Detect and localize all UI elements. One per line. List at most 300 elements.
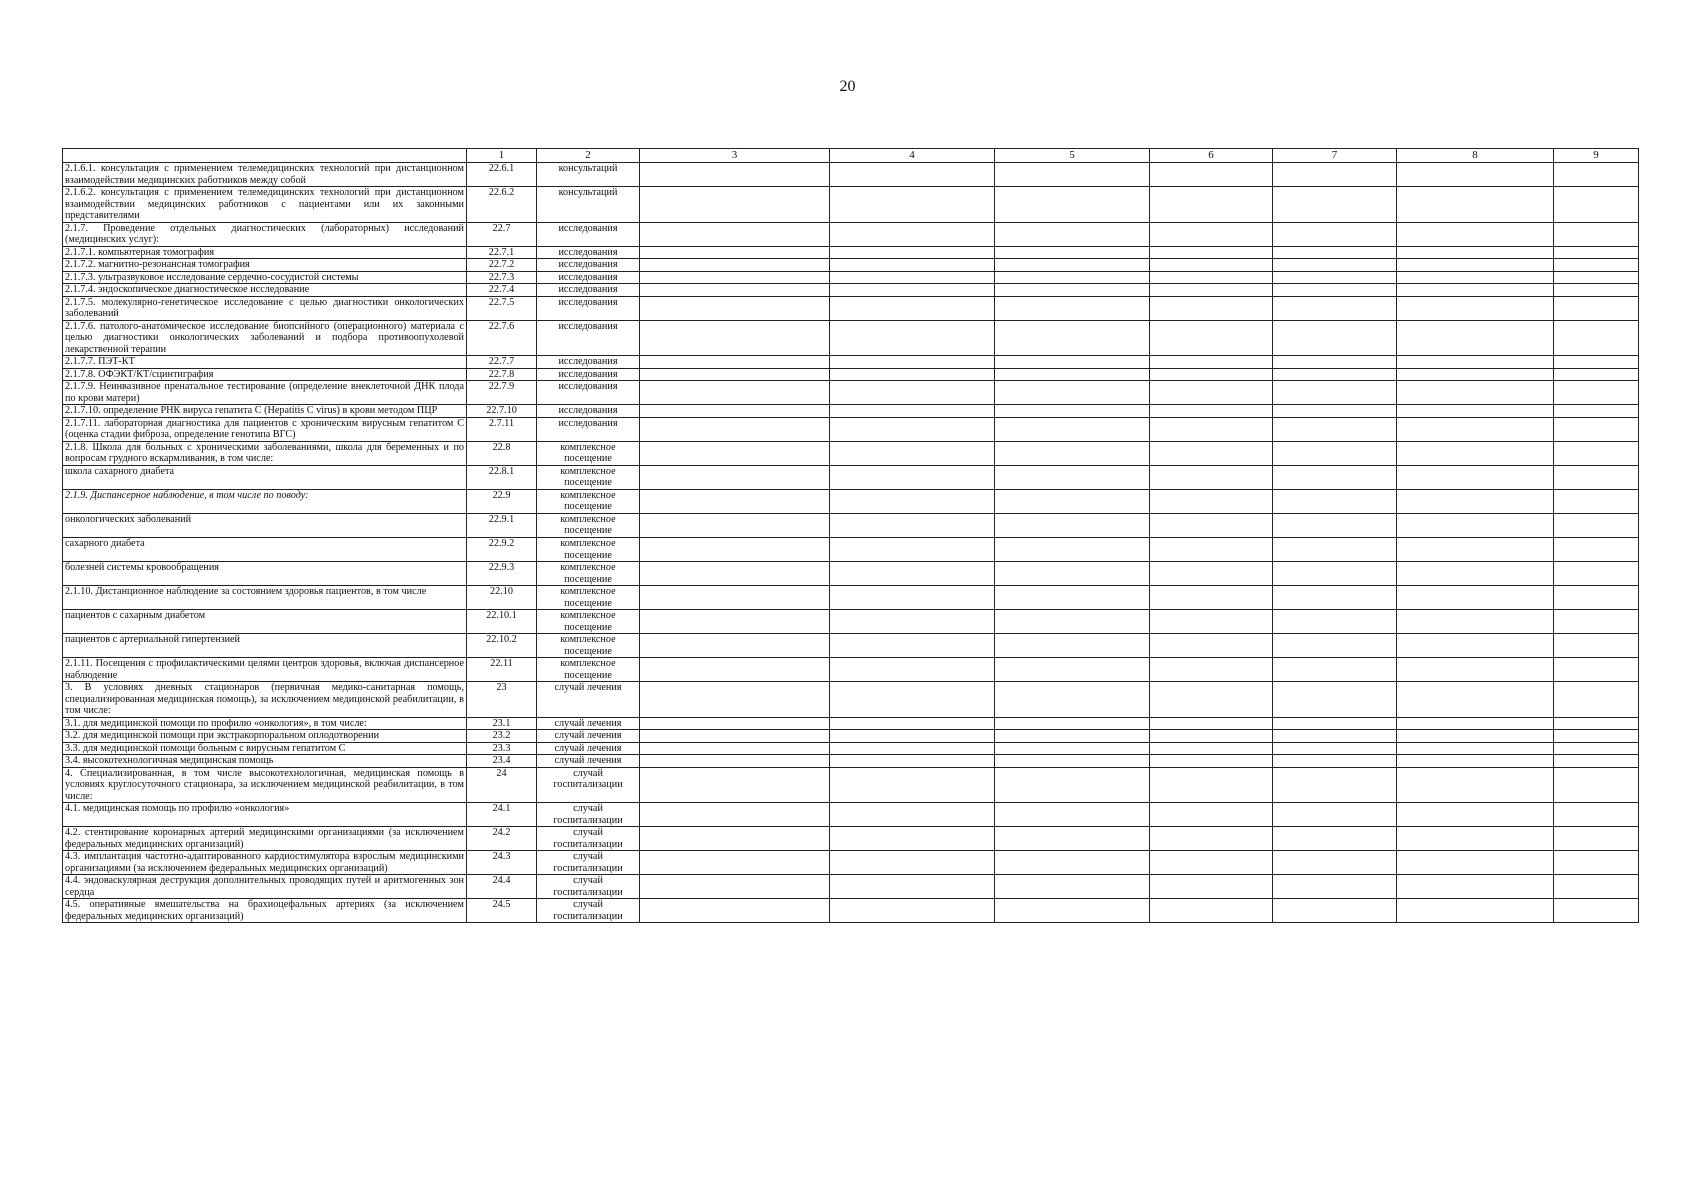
unit-cell: комплексное посещение (537, 441, 640, 465)
empty-cell (1554, 537, 1639, 561)
empty-cell (830, 441, 995, 465)
empty-cell (995, 441, 1150, 465)
empty-cell (1397, 717, 1554, 730)
indicator-name-cell: пациентов с артериальной гипертензией (63, 634, 467, 658)
indicator-name-cell: 3.2. для медицинской помощи при экстракорпоральном оплодотворении (63, 730, 467, 743)
header-cell: 5 (995, 149, 1150, 163)
row-number-cell: 22.7.2 (467, 259, 537, 272)
empty-cell (1554, 222, 1639, 246)
empty-cell (995, 320, 1150, 356)
empty-cell (640, 163, 830, 187)
empty-cell (1150, 163, 1273, 187)
header-cell (63, 149, 467, 163)
indicator-name-cell: 2.1.7.8. ОФЭКТ/КТ/сцинтиграфия (63, 368, 467, 381)
empty-cell (640, 259, 830, 272)
unit-cell: комплексное посещение (537, 610, 640, 634)
unit-cell: исследования (537, 271, 640, 284)
empty-cell (830, 259, 995, 272)
empty-cell (1150, 417, 1273, 441)
empty-cell (1273, 767, 1397, 803)
empty-cell (830, 755, 995, 768)
empty-cell (1150, 634, 1273, 658)
empty-cell (640, 562, 830, 586)
indicator-name-cell: 2.1.7.7. ПЭТ-КТ (63, 356, 467, 369)
empty-cell (640, 465, 830, 489)
empty-cell (640, 222, 830, 246)
unit-cell: случай госпитализации (537, 851, 640, 875)
empty-cell (1554, 899, 1639, 923)
empty-cell (995, 222, 1150, 246)
empty-cell (1273, 634, 1397, 658)
indicator-name-cell: школа сахарного диабета (63, 465, 467, 489)
empty-cell (1273, 405, 1397, 418)
empty-cell (1397, 163, 1554, 187)
empty-cell (1554, 717, 1639, 730)
empty-cell (1273, 271, 1397, 284)
empty-cell (830, 827, 995, 851)
empty-cell (1397, 586, 1554, 610)
empty-cell (995, 875, 1150, 899)
empty-cell (640, 717, 830, 730)
unit-cell: консультаций (537, 163, 640, 187)
empty-cell (995, 537, 1150, 561)
header-cell: 6 (1150, 149, 1273, 163)
empty-cell (640, 610, 830, 634)
indicator-name-cell: 2.1.7.11. лабораторная диагностика для пациентов с хроническим вирусным гепатитом С (оценка стадии фиброза, определение генотипа ВГС) (63, 417, 467, 441)
row-number-cell: 23.1 (467, 717, 537, 730)
row-number-cell: 24.2 (467, 827, 537, 851)
empty-cell (1150, 875, 1273, 899)
empty-cell (1150, 441, 1273, 465)
unit-cell: исследования (537, 320, 640, 356)
indicator-name-cell: 2.1.11. Посещения с профилактическими целями центров здоровья, включая диспансерное наблюдение (63, 658, 467, 682)
empty-cell (1273, 803, 1397, 827)
empty-cell (1273, 610, 1397, 634)
row-number-cell: 22.9.3 (467, 562, 537, 586)
empty-cell (640, 284, 830, 297)
empty-cell (1273, 259, 1397, 272)
empty-cell (1397, 562, 1554, 586)
table-row (63, 767, 1639, 803)
empty-cell (1554, 586, 1639, 610)
table-row (63, 368, 1639, 381)
empty-cell (995, 610, 1150, 634)
indicator-name-cell: болезней системы кровообращения (63, 562, 467, 586)
empty-cell (1150, 368, 1273, 381)
empty-cell (830, 717, 995, 730)
empty-cell (1554, 284, 1639, 297)
empty-cell (1150, 284, 1273, 297)
empty-cell (830, 222, 995, 246)
empty-cell (640, 537, 830, 561)
unit-cell: случай госпитализации (537, 803, 640, 827)
empty-cell (1273, 246, 1397, 259)
table-row (63, 851, 1639, 875)
empty-cell (1554, 187, 1639, 223)
empty-cell (995, 259, 1150, 272)
empty-cell (1397, 368, 1554, 381)
empty-cell (640, 381, 830, 405)
empty-cell (995, 634, 1150, 658)
empty-cell (640, 658, 830, 682)
table-row (63, 827, 1639, 851)
empty-cell (1397, 851, 1554, 875)
empty-cell (1273, 717, 1397, 730)
empty-cell (1397, 441, 1554, 465)
empty-cell (640, 187, 830, 223)
unit-cell: комплексное посещение (537, 562, 640, 586)
empty-cell (830, 730, 995, 743)
empty-cell (640, 441, 830, 465)
table-row (63, 246, 1639, 259)
empty-cell (640, 827, 830, 851)
empty-cell (1150, 851, 1273, 875)
table-row (63, 755, 1639, 768)
row-number-cell: 23.4 (467, 755, 537, 768)
unit-cell: комплексное посещение (537, 465, 640, 489)
table-row (63, 682, 1639, 718)
empty-cell (1150, 682, 1273, 718)
table-row (63, 271, 1639, 284)
empty-cell (1273, 742, 1397, 755)
indicator-name-cell: 4.2. стентирование коронарных артерий медицинскими организациями (за исключением федеральных медицинских организаций) (63, 827, 467, 851)
empty-cell (1273, 899, 1397, 923)
empty-cell (830, 284, 995, 297)
unit-cell: комплексное посещение (537, 658, 640, 682)
indicator-name-cell: 4. Специализированная, в том числе высокотехнологичная, медицинская помощь в условиях круглосуточного стационара, за исключением медицинской реабилитации, в том числе: (63, 767, 467, 803)
table-row (63, 465, 1639, 489)
table-row (63, 634, 1639, 658)
empty-cell (1150, 259, 1273, 272)
table-row (63, 259, 1639, 272)
empty-cell (1273, 537, 1397, 561)
empty-cell (1397, 742, 1554, 755)
empty-cell (640, 767, 830, 803)
empty-cell (1273, 513, 1397, 537)
empty-cell (995, 381, 1150, 405)
empty-cell (1150, 405, 1273, 418)
empty-cell (1273, 381, 1397, 405)
empty-cell (1397, 405, 1554, 418)
unit-cell: случай лечения (537, 682, 640, 718)
empty-cell (1397, 417, 1554, 441)
empty-cell (830, 356, 995, 369)
row-number-cell: 22.7.4 (467, 284, 537, 297)
empty-cell (1150, 320, 1273, 356)
row-number-cell: 2.7.11 (467, 417, 537, 441)
empty-cell (1397, 284, 1554, 297)
unit-cell: комплексное посещение (537, 489, 640, 513)
empty-cell (830, 562, 995, 586)
empty-cell (640, 899, 830, 923)
empty-cell (1397, 755, 1554, 768)
indicator-name-cell: 4.1. медицинская помощь по профилю «онкология» (63, 803, 467, 827)
empty-cell (995, 755, 1150, 768)
empty-cell (640, 246, 830, 259)
row-number-cell: 22.6.1 (467, 163, 537, 187)
empty-cell (830, 658, 995, 682)
empty-cell (1554, 405, 1639, 418)
indicator-name-cell: 3.4. высокотехнологичная медицинская помощь (63, 755, 467, 768)
empty-cell (995, 742, 1150, 755)
unit-cell: исследования (537, 259, 640, 272)
empty-cell (640, 851, 830, 875)
empty-cell (1397, 271, 1554, 284)
empty-cell (1150, 356, 1273, 369)
empty-cell (1273, 465, 1397, 489)
row-number-cell: 22.11 (467, 658, 537, 682)
empty-cell (1150, 717, 1273, 730)
empty-cell (830, 767, 995, 803)
empty-cell (1554, 465, 1639, 489)
empty-cell (1273, 730, 1397, 743)
table-row (63, 875, 1639, 899)
empty-cell (995, 586, 1150, 610)
empty-cell (830, 742, 995, 755)
indicator-name-cell: 2.1.7.10. определение РНК вируса гепатита С (Hepatitis C virus) в крови методом ПЦР (63, 405, 467, 418)
empty-cell (1554, 610, 1639, 634)
empty-cell (1397, 767, 1554, 803)
indicator-name-cell: 2.1.10. Дистанционное наблюдение за состоянием здоровья пациентов, в том числе (63, 586, 467, 610)
empty-cell (1554, 368, 1639, 381)
indicator-name-cell: сахарного диабета (63, 537, 467, 561)
empty-cell (995, 658, 1150, 682)
empty-cell (995, 682, 1150, 718)
indicator-name-cell: 2.1.7.3. ультразвуковое исследование сердечно-сосудистой системы (63, 271, 467, 284)
empty-cell (830, 610, 995, 634)
header-cell: 7 (1273, 149, 1397, 163)
unit-cell: исследования (537, 222, 640, 246)
empty-cell (640, 586, 830, 610)
table-row (63, 610, 1639, 634)
empty-cell (995, 562, 1150, 586)
empty-cell (1397, 187, 1554, 223)
empty-cell (1150, 730, 1273, 743)
empty-cell (830, 163, 995, 187)
table-row (63, 381, 1639, 405)
empty-cell (1150, 899, 1273, 923)
empty-cell (1554, 875, 1639, 899)
table-row (63, 222, 1639, 246)
empty-cell (1554, 730, 1639, 743)
empty-cell (830, 465, 995, 489)
row-number-cell: 24.5 (467, 899, 537, 923)
unit-cell: исследования (537, 368, 640, 381)
empty-cell (1273, 489, 1397, 513)
table-row (63, 187, 1639, 223)
row-number-cell: 22.8 (467, 441, 537, 465)
unit-cell: комплексное посещение (537, 586, 640, 610)
empty-cell (640, 875, 830, 899)
unit-cell: случай госпитализации (537, 827, 640, 851)
table-row (63, 730, 1639, 743)
empty-cell (1273, 562, 1397, 586)
row-number-cell: 23.2 (467, 730, 537, 743)
empty-cell (995, 513, 1150, 537)
empty-cell (640, 296, 830, 320)
unit-cell: случай лечения (537, 717, 640, 730)
empty-cell (830, 368, 995, 381)
empty-cell (830, 875, 995, 899)
row-number-cell: 24 (467, 767, 537, 803)
empty-cell (1273, 851, 1397, 875)
row-number-cell: 22.7.1 (467, 246, 537, 259)
empty-cell (1273, 417, 1397, 441)
empty-cell (1554, 296, 1639, 320)
indicator-name-cell: пациентов с сахарным диабетом (63, 610, 467, 634)
empty-cell (1397, 489, 1554, 513)
empty-cell (830, 513, 995, 537)
indicator-name-cell: 4.3. имплантация частотно-адаптированного кардиостимулятора взрослым медицинскими организациями (за исключением федеральных медицинских организаций) (63, 851, 467, 875)
empty-cell (1150, 767, 1273, 803)
empty-cell (640, 755, 830, 768)
empty-cell (1150, 610, 1273, 634)
empty-cell (1273, 296, 1397, 320)
indicator-name-cell: 2.1.7.2. магнитно-резонансная томография (63, 259, 467, 272)
table-row (63, 441, 1639, 465)
table-row (63, 405, 1639, 418)
indicator-name-cell: 2.1.7.1. компьютерная томография (63, 246, 467, 259)
header-cell: 4 (830, 149, 995, 163)
empty-cell (1273, 356, 1397, 369)
empty-cell (640, 368, 830, 381)
unit-cell: случай госпитализации (537, 899, 640, 923)
indicator-name-cell: 2.1.7.9. Неинвазивное пренатальное тестирование (определение внеклеточной ДНК плода по крови матери) (63, 381, 467, 405)
unit-cell: исследования (537, 296, 640, 320)
empty-cell (830, 537, 995, 561)
empty-cell (640, 489, 830, 513)
empty-cell (995, 730, 1150, 743)
empty-cell (1554, 381, 1639, 405)
empty-cell (1554, 246, 1639, 259)
empty-cell (1554, 767, 1639, 803)
empty-cell (1397, 356, 1554, 369)
row-number-cell: 22.10.1 (467, 610, 537, 634)
empty-cell (1150, 658, 1273, 682)
header-cell: 1 (467, 149, 537, 163)
empty-cell (830, 381, 995, 405)
unit-cell: случай лечения (537, 742, 640, 755)
unit-cell: случай госпитализации (537, 875, 640, 899)
row-number-cell: 22.9.2 (467, 537, 537, 561)
table-row (63, 356, 1639, 369)
empty-cell (640, 417, 830, 441)
empty-cell (995, 405, 1150, 418)
row-number-cell: 22.10 (467, 586, 537, 610)
indicator-name-cell: 4.5. оперативные вмешательства на брахиоцефальных артериях (за исключением федеральных медицинских организаций) (63, 899, 467, 923)
unit-cell: комплексное посещение (537, 513, 640, 537)
empty-cell (830, 899, 995, 923)
unit-cell: случай лечения (537, 755, 640, 768)
empty-cell (995, 851, 1150, 875)
empty-cell (1397, 381, 1554, 405)
empty-cell (640, 682, 830, 718)
empty-cell (1554, 259, 1639, 272)
empty-cell (1273, 284, 1397, 297)
empty-cell (640, 513, 830, 537)
empty-cell (1150, 827, 1273, 851)
empty-cell (1397, 537, 1554, 561)
empty-cell (1150, 222, 1273, 246)
empty-cell (1554, 742, 1639, 755)
empty-cell (1150, 246, 1273, 259)
empty-cell (830, 320, 995, 356)
empty-cell (995, 717, 1150, 730)
row-number-cell: 22.8.1 (467, 465, 537, 489)
table-row (63, 658, 1639, 682)
unit-cell: комплексное посещение (537, 537, 640, 561)
header-cell: 3 (640, 149, 830, 163)
empty-cell (830, 803, 995, 827)
empty-cell (995, 899, 1150, 923)
empty-cell (1554, 827, 1639, 851)
empty-cell (830, 586, 995, 610)
empty-cell (830, 682, 995, 718)
empty-cell (1273, 368, 1397, 381)
empty-cell (1397, 222, 1554, 246)
empty-cell (1150, 271, 1273, 284)
page-number: 20 (839, 78, 856, 95)
empty-cell (1554, 658, 1639, 682)
unit-cell: исследования (537, 405, 640, 418)
table-row (63, 163, 1639, 187)
table-row (63, 803, 1639, 827)
empty-cell (1273, 187, 1397, 223)
empty-cell (1554, 271, 1639, 284)
empty-cell (1273, 658, 1397, 682)
empty-cell (1273, 586, 1397, 610)
indicator-name-cell: 2.1.9. Диспансерное наблюдение, в том числе по поводу: (63, 489, 467, 513)
empty-cell (1554, 513, 1639, 537)
header-cell: 8 (1397, 149, 1554, 163)
table-row (63, 284, 1639, 297)
empty-cell (1554, 163, 1639, 187)
row-number-cell: 22.6.2 (467, 187, 537, 223)
empty-cell (1273, 682, 1397, 718)
indicator-name-cell: 3.3. для медицинской помощи больным с вирусным гепатитом С (63, 742, 467, 755)
empty-cell (1554, 417, 1639, 441)
empty-cell (1554, 356, 1639, 369)
data-table (62, 148, 1639, 923)
empty-cell (1397, 320, 1554, 356)
indicator-name-cell: 2.1.7.5. молекулярно-генетическое исследование с целью диагностики онкологических заболеваний (63, 296, 467, 320)
unit-cell: комплексное посещение (537, 634, 640, 658)
table-row (63, 742, 1639, 755)
row-number-cell: 22.9.1 (467, 513, 537, 537)
empty-cell (640, 634, 830, 658)
empty-cell (1397, 513, 1554, 537)
empty-cell (1273, 163, 1397, 187)
empty-cell (640, 405, 830, 418)
table-row (63, 320, 1639, 356)
empty-cell (640, 730, 830, 743)
empty-cell (1150, 755, 1273, 768)
empty-cell (1150, 537, 1273, 561)
empty-cell (1554, 803, 1639, 827)
row-number-cell: 22.10.2 (467, 634, 537, 658)
table-row (63, 717, 1639, 730)
row-number-cell: 22.7.8 (467, 368, 537, 381)
empty-cell (1554, 755, 1639, 768)
empty-cell (830, 187, 995, 223)
empty-cell (995, 417, 1150, 441)
table-row (63, 537, 1639, 561)
indicator-name-cell: 3. В условиях дневных стационаров (первичная медико-санитарная помощь, специализированная медицинская помощь), за исключением медицинской реабилитации, в том числе: (63, 682, 467, 718)
empty-cell (640, 742, 830, 755)
empty-cell (640, 803, 830, 827)
empty-cell (995, 803, 1150, 827)
empty-cell (995, 767, 1150, 803)
